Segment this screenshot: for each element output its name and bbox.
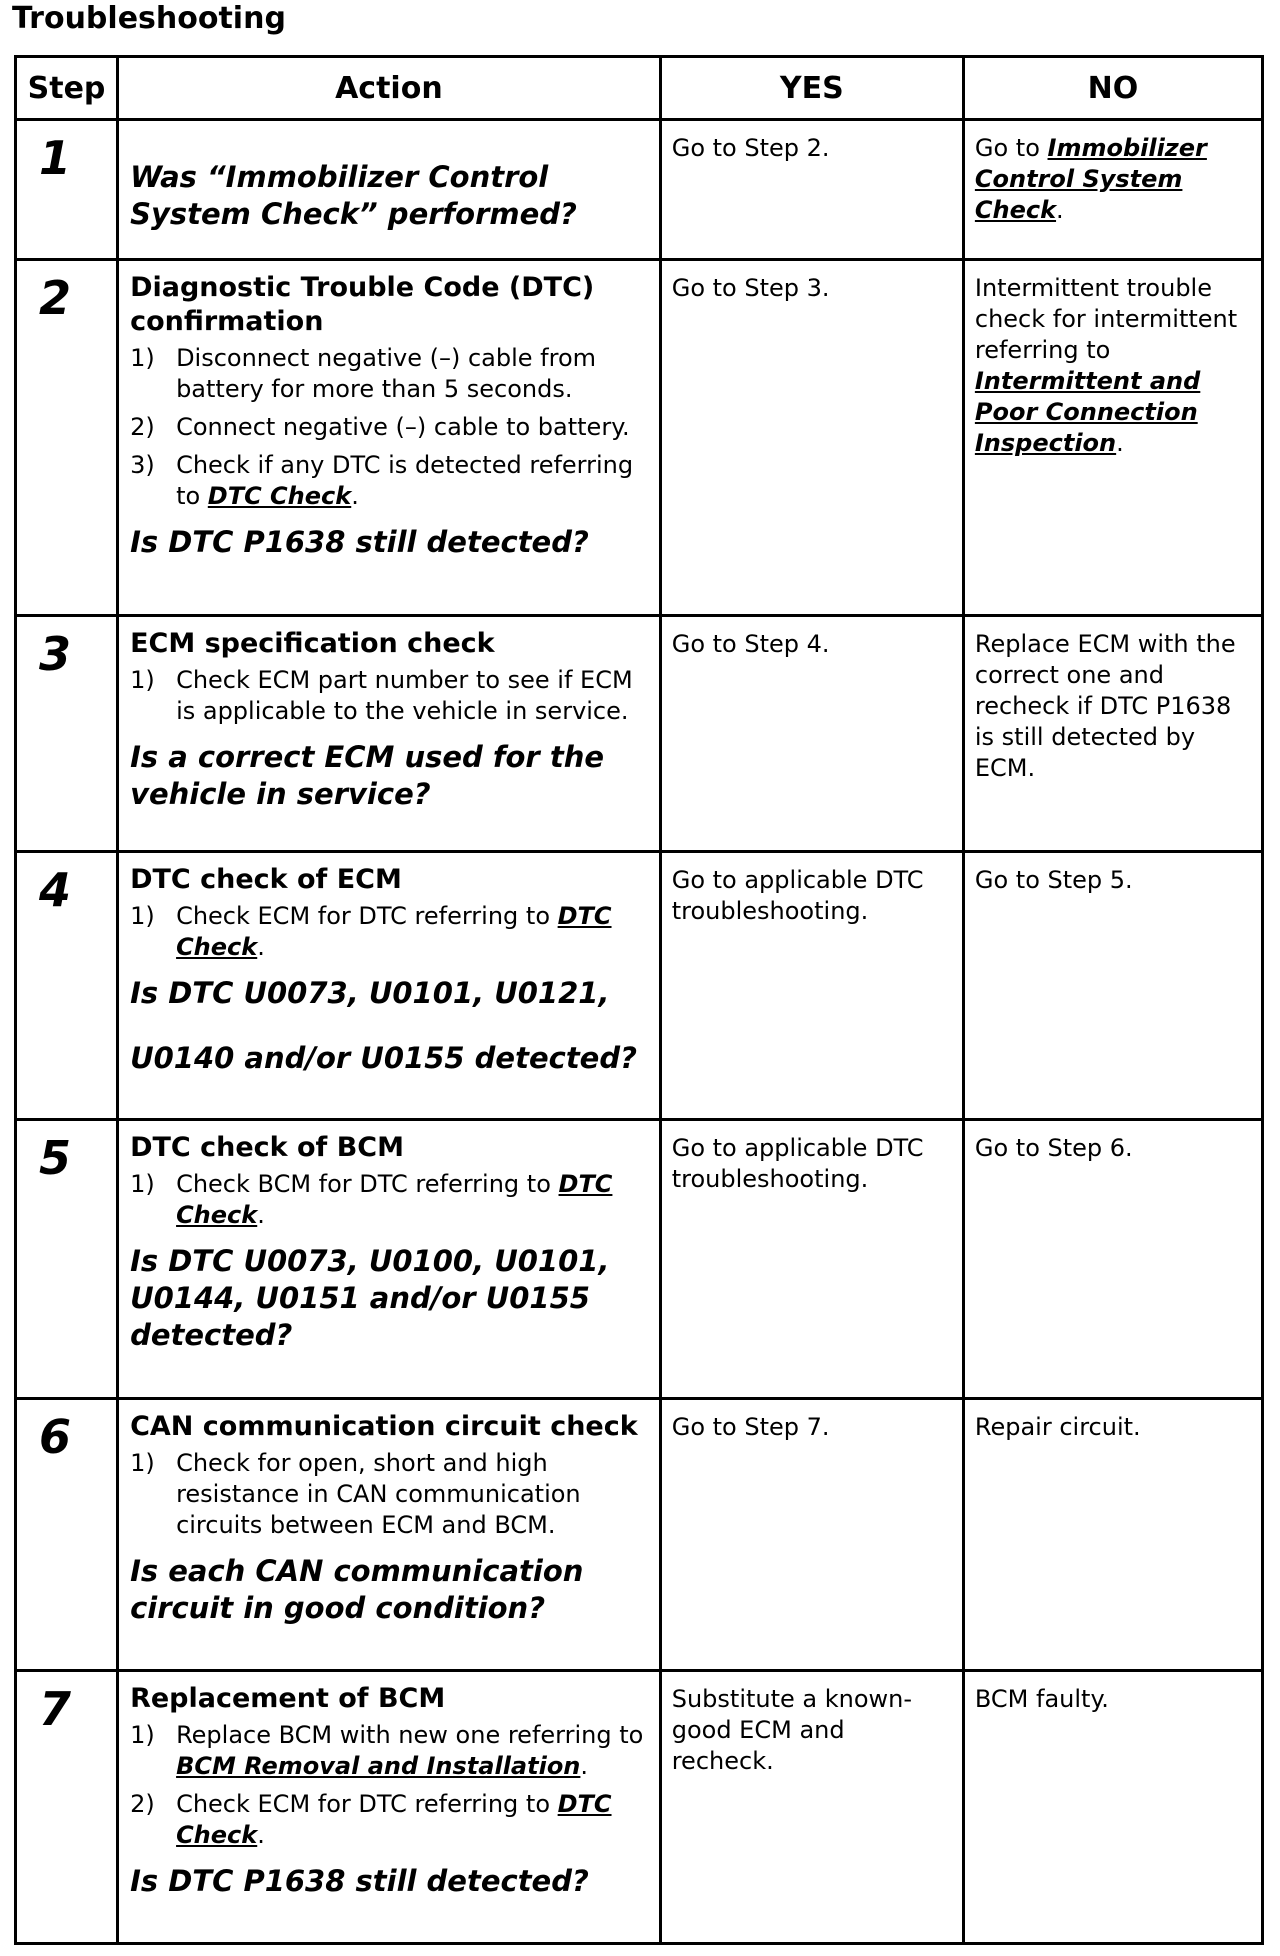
action-step-item	[130, 412, 649, 443]
action-title: Diagnostic Trouble Code (DTC) confirmation	[130, 272, 595, 338]
action-step-number: 1)	[130, 1449, 155, 1478]
action-title: DTC check of BCM	[130, 1132, 404, 1164]
no-result-link[interactable]: Intermittent and Poor Connection Inspection	[974, 367, 1201, 458]
action-step-text-end: .	[257, 1201, 265, 1230]
action-question-line: Is a correct ECM used for the vehicle in service?	[130, 739, 605, 811]
action-question-line: Is DTC P1638 still detected?	[130, 1863, 589, 1898]
no-result-text: Intermittent trouble check for intermittent referring to	[974, 274, 1238, 365]
step-cell	[16, 852, 118, 1120]
no-cell	[963, 120, 1262, 260]
action-step-text: Check BCM for DTC referring to	[176, 1170, 559, 1199]
action-content	[119, 1400, 659, 1635]
action-question-line: Is DTC P1638 still detected?	[130, 525, 589, 560]
action-title: DTC check of ECM	[130, 864, 402, 896]
no-result-text: Repair circuit.	[974, 1413, 1141, 1442]
action-content	[119, 121, 659, 241]
action-cell	[118, 120, 661, 260]
yes-result	[662, 853, 962, 935]
action-content	[119, 261, 659, 569]
yes-cell	[660, 852, 963, 1120]
yes-result	[662, 1121, 962, 1203]
action-question-line: Is DTC U0073, U0101, U0121,	[130, 976, 610, 1011]
action-step-number: 1)	[130, 665, 155, 694]
step-number: 4	[39, 863, 72, 918]
no-result	[965, 617, 1261, 792]
no-result-text: Go to	[974, 134, 1048, 162]
action-step-item	[130, 1169, 649, 1231]
no-result-text: Replace ECM with the correct one and recheck if DTC P1638 is still detected by ECM.	[974, 629, 1236, 782]
no-result	[965, 1400, 1261, 1451]
troubleshooting-table	[14, 55, 1264, 1945]
step-cell	[16, 260, 118, 615]
yes-cell	[660, 260, 963, 615]
yes-cell	[660, 1670, 963, 1943]
table-row	[16, 1670, 1263, 1943]
no-result-text-end: .	[1116, 429, 1124, 458]
table-row	[16, 852, 1263, 1120]
no-result-text: Go to Step 5.	[974, 866, 1133, 895]
step-cell	[16, 120, 118, 260]
no-cell	[963, 260, 1262, 615]
action-step-number: 1)	[130, 344, 155, 373]
action-question	[130, 159, 649, 233]
action-step-item	[130, 343, 649, 405]
yes-cell	[660, 615, 963, 851]
no-cell	[963, 1670, 1262, 1943]
action-step-item	[130, 1789, 649, 1851]
no-result-text: BCM faulty.	[974, 1684, 1109, 1713]
header-no: NO	[963, 57, 1262, 120]
action-step-text-end: .	[580, 1751, 589, 1780]
step-number: 2	[39, 271, 72, 326]
action-content	[119, 1672, 659, 1908]
no-cell	[963, 852, 1262, 1120]
action-cell	[118, 1120, 661, 1399]
header-action: Action	[118, 57, 661, 120]
no-cell	[963, 615, 1262, 851]
action-step-link[interactable]: DTC Check	[207, 482, 352, 511]
action-cell	[118, 852, 661, 1120]
step-number: 1	[39, 131, 72, 185]
action-step-text: Check ECM for DTC referring to	[176, 902, 558, 931]
action-step-item	[130, 901, 649, 963]
action-question	[130, 1243, 649, 1354]
action-step-item	[130, 665, 649, 727]
action-question	[130, 1863, 649, 1900]
action-step-text: Check for open, short and high resistance in CAN communication circuits between ECM and BCM.	[176, 1449, 581, 1540]
action-content	[119, 617, 659, 821]
table-row	[16, 1399, 1263, 1671]
table-row	[16, 120, 1263, 260]
action-question	[130, 739, 649, 813]
yes-cell	[660, 120, 963, 260]
yes-result-text: Go to Step 4.	[671, 629, 830, 658]
no-result-text: Go to Step 6.	[974, 1134, 1133, 1163]
no-cell	[963, 1120, 1262, 1399]
yes-result-text: Go to Step 3.	[671, 274, 830, 303]
action-title: ECM specification check	[130, 627, 495, 659]
action-step-text: Check if any DTC is detected referring to	[176, 451, 634, 511]
yes-result-text: Go to Step 7.	[671, 1413, 830, 1442]
no-result-link[interactable]: Immobilizer Control System Check	[974, 134, 1207, 224]
action-title: Replacement of BCM	[130, 1682, 446, 1714]
no-cell	[963, 1399, 1262, 1671]
yes-result-text: Go to applicable DTC troubleshooting.	[671, 1134, 924, 1194]
no-result	[965, 261, 1261, 467]
action-step-item	[130, 450, 649, 512]
yes-cell	[660, 1120, 963, 1399]
action-title: CAN communication circuit check	[130, 1411, 638, 1443]
yes-result	[662, 1400, 962, 1451]
step-cell	[16, 1670, 118, 1943]
action-cell	[118, 615, 661, 851]
action-steps	[130, 1720, 649, 1851]
yes-cell	[660, 1399, 963, 1671]
action-step-text: Disconnect negative (–) cable from battery for more than 5 seconds.	[176, 344, 597, 404]
step-number: 6	[39, 1410, 72, 1465]
action-step-number: 3)	[130, 451, 155, 480]
action-cell	[118, 260, 661, 615]
step-cell	[16, 1120, 118, 1399]
action-step-text: Replace BCM with new one referring to	[176, 1720, 644, 1749]
action-step-number: 1)	[130, 902, 155, 931]
no-result	[965, 853, 1261, 904]
action-step-number: 1)	[130, 1170, 155, 1199]
action-content	[119, 1121, 659, 1362]
action-step-text: Check ECM part number to see if ECM is applicable to the vehicle in service.	[176, 665, 633, 725]
action-step-link[interactable]: DTC Check	[176, 902, 612, 962]
step-cell	[16, 615, 118, 851]
step-number: 5	[39, 1131, 72, 1186]
action-question-line: U0140 and/or U0155 detected?	[130, 1041, 637, 1076]
action-cell	[118, 1399, 661, 1671]
yes-result-text: Substitute a known-good ECM and recheck.	[671, 1684, 913, 1775]
yes-result-text: Go to Step 2.	[671, 134, 830, 162]
action-cell	[118, 1670, 661, 1943]
action-step-link[interactable]: DTC Check	[176, 1789, 612, 1849]
action-steps	[130, 901, 649, 963]
yes-result	[662, 261, 962, 312]
action-step-text: Check ECM for DTC referring to	[176, 1789, 558, 1818]
page-title: Troubleshooting	[12, 1, 286, 36]
header-yes: YES	[660, 57, 963, 120]
yes-result-text: Go to applicable DTC troubleshooting.	[671, 866, 924, 926]
no-result-text-end: .	[1056, 196, 1064, 224]
action-question	[130, 524, 649, 561]
yes-result	[662, 617, 962, 668]
step-number: 3	[39, 626, 72, 681]
no-result	[965, 1672, 1261, 1723]
action-question-line: Is DTC U0073, U0100, U0101, U0144, U0151 and/or U0155 detected?	[130, 1244, 610, 1353]
action-question-line: Is each CAN communication circuit in good condition?	[130, 1554, 584, 1626]
action-question	[130, 975, 649, 1077]
action-question-line: Was “Immobilizer Control System Check” performed?	[130, 160, 577, 231]
action-content	[119, 853, 659, 1085]
action-step-link[interactable]: BCM Removal and Installation	[176, 1751, 581, 1780]
action-steps	[130, 1448, 649, 1541]
action-step-text-end: .	[257, 1820, 265, 1849]
action-step-text-end: .	[351, 482, 359, 511]
no-result	[965, 1121, 1261, 1172]
header-step: Step	[16, 57, 118, 120]
action-question	[130, 1553, 649, 1627]
action-step-number: 2)	[130, 413, 155, 442]
action-step-number: 2)	[130, 1789, 155, 1818]
action-steps	[130, 1169, 649, 1231]
table-row	[16, 1120, 1263, 1399]
yes-result	[662, 121, 962, 172]
action-steps	[130, 343, 649, 512]
yes-result	[662, 1672, 962, 1785]
action-step-item	[130, 1448, 649, 1541]
action-steps	[130, 665, 649, 727]
action-step-link[interactable]: DTC Check	[176, 1170, 613, 1230]
step-number: 7	[39, 1681, 72, 1736]
table-row	[16, 615, 1263, 851]
header-row	[16, 57, 1263, 120]
no-result	[965, 121, 1261, 234]
step-cell	[16, 1399, 118, 1671]
action-step-text: Connect negative (–) cable to battery.	[176, 413, 630, 442]
action-step-item	[130, 1720, 649, 1782]
table-row	[16, 260, 1263, 615]
action-step-number: 1)	[130, 1720, 155, 1749]
action-step-text-end: .	[257, 933, 265, 962]
